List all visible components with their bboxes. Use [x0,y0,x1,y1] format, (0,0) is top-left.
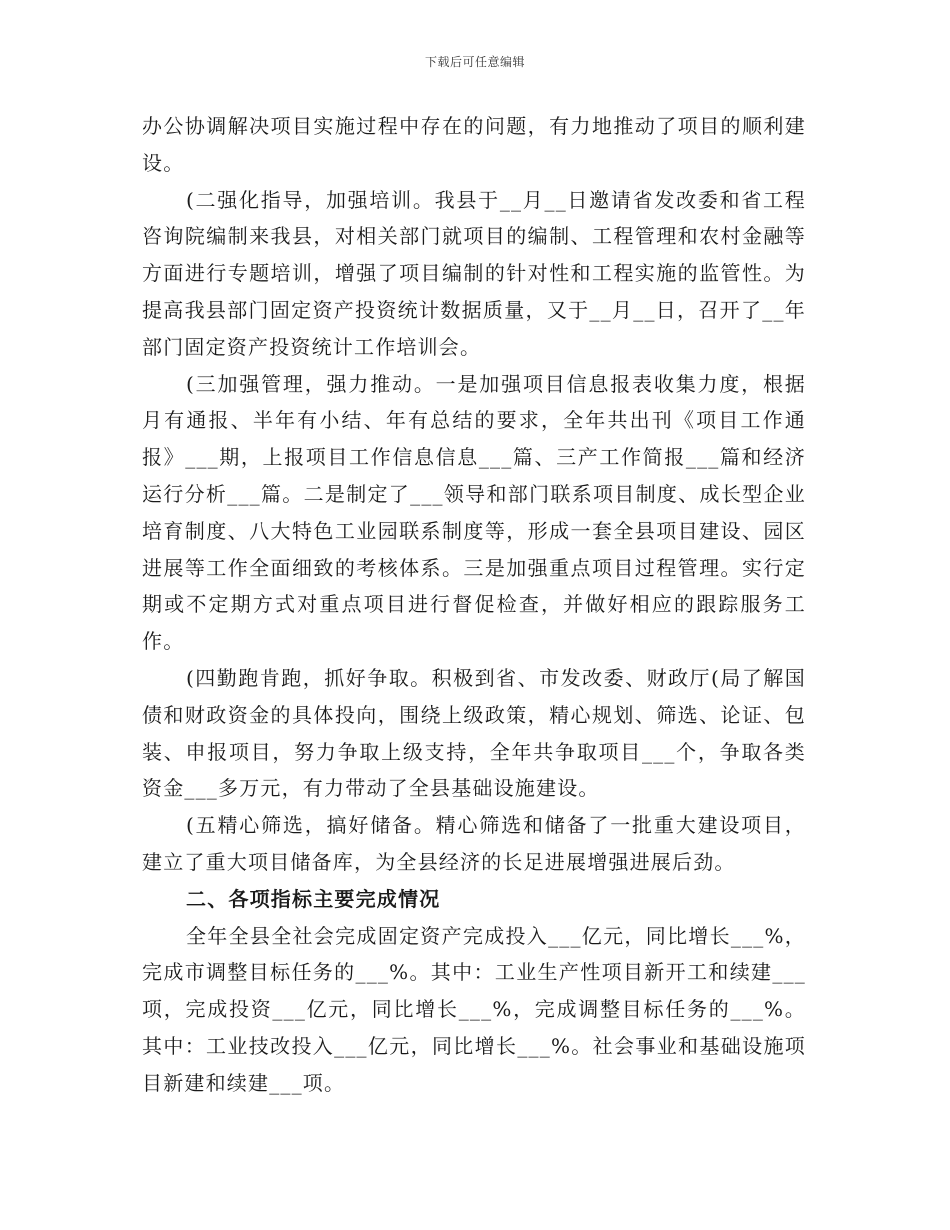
paragraph-continuation: 办公协调解决项目实施过程中存在的问题，有力地推动了项目的顺利建设。 [142,114,806,175]
paragraph-guidance-training: (二强化指导，加强培训。我县于__月__日邀请省发改委和省工程咨询院编制来我县，对相关部门就项目的编制、工程管理和农村金融等方面进行专题培训，增强了项目编制的针对性和工程实施的监管性。为提高我县部门固定资产投资统计数据质量，又于__月__日，召开了__年部门固定资产投资统计工作培训会。 [142,187,806,359]
paragraph-funding: (四勤跑肯跑，抓好争取。积极到省、市发改委、财政厅(局了解国债和财政资金的具体投向，围绕上级政策，精心规划、筛选、论证、包装、申报项目，努力争取上级支持，全年共争取项目___个，争取各类资金___多万元，有力带动了全县基础设施建设。 [142,665,806,801]
paragraph-indicators: 全年全县全社会完成固定资产完成投入___亿元，同比增长___%，完成市调整目标任务的___%。其中：工业生产性项目新开工和续建___项，完成投资___亿元，同比增长___%，完成调整目标任务的___%。其中：工业技改投入___亿元，同比增长___%。社会事业和基础设施项目新建和续建___项。 [142,923,806,1095]
paragraph-reserve: (五精心筛选，搞好储备。精心筛选和储备了一批重大建设项目，建立了重大项目储备库，为全县经济的长足进展增强进展后劲。 [142,813,806,874]
paragraph-management: (三加强管理，强力推动。一是加强项目信息报表收集力度，根据月有通报、半年有小结、年有总结的要求，全年共出刊《项目工作通报》___期，上报项目工作信息信息___篇、三产工作简报___篇和经济运行分析___篇。二是制定了___领导和部门联系项目制度、成长型企业培育制度、八大特色工业园联系制度等，形成一套全县项目建设、园区进展等工作全面细致的考核体系。三是加强重点项目过程管理。实行定期或不定期方式对重点项目进行督促检查，并做好相应的跟踪服务工作。 [142,371,806,654]
document-body [142,108,806,1102]
page-header-note: 下载后可任意编辑 [424,55,525,69]
section-heading-indicators: 二、各项指标主要完成情况 [186,886,441,911]
